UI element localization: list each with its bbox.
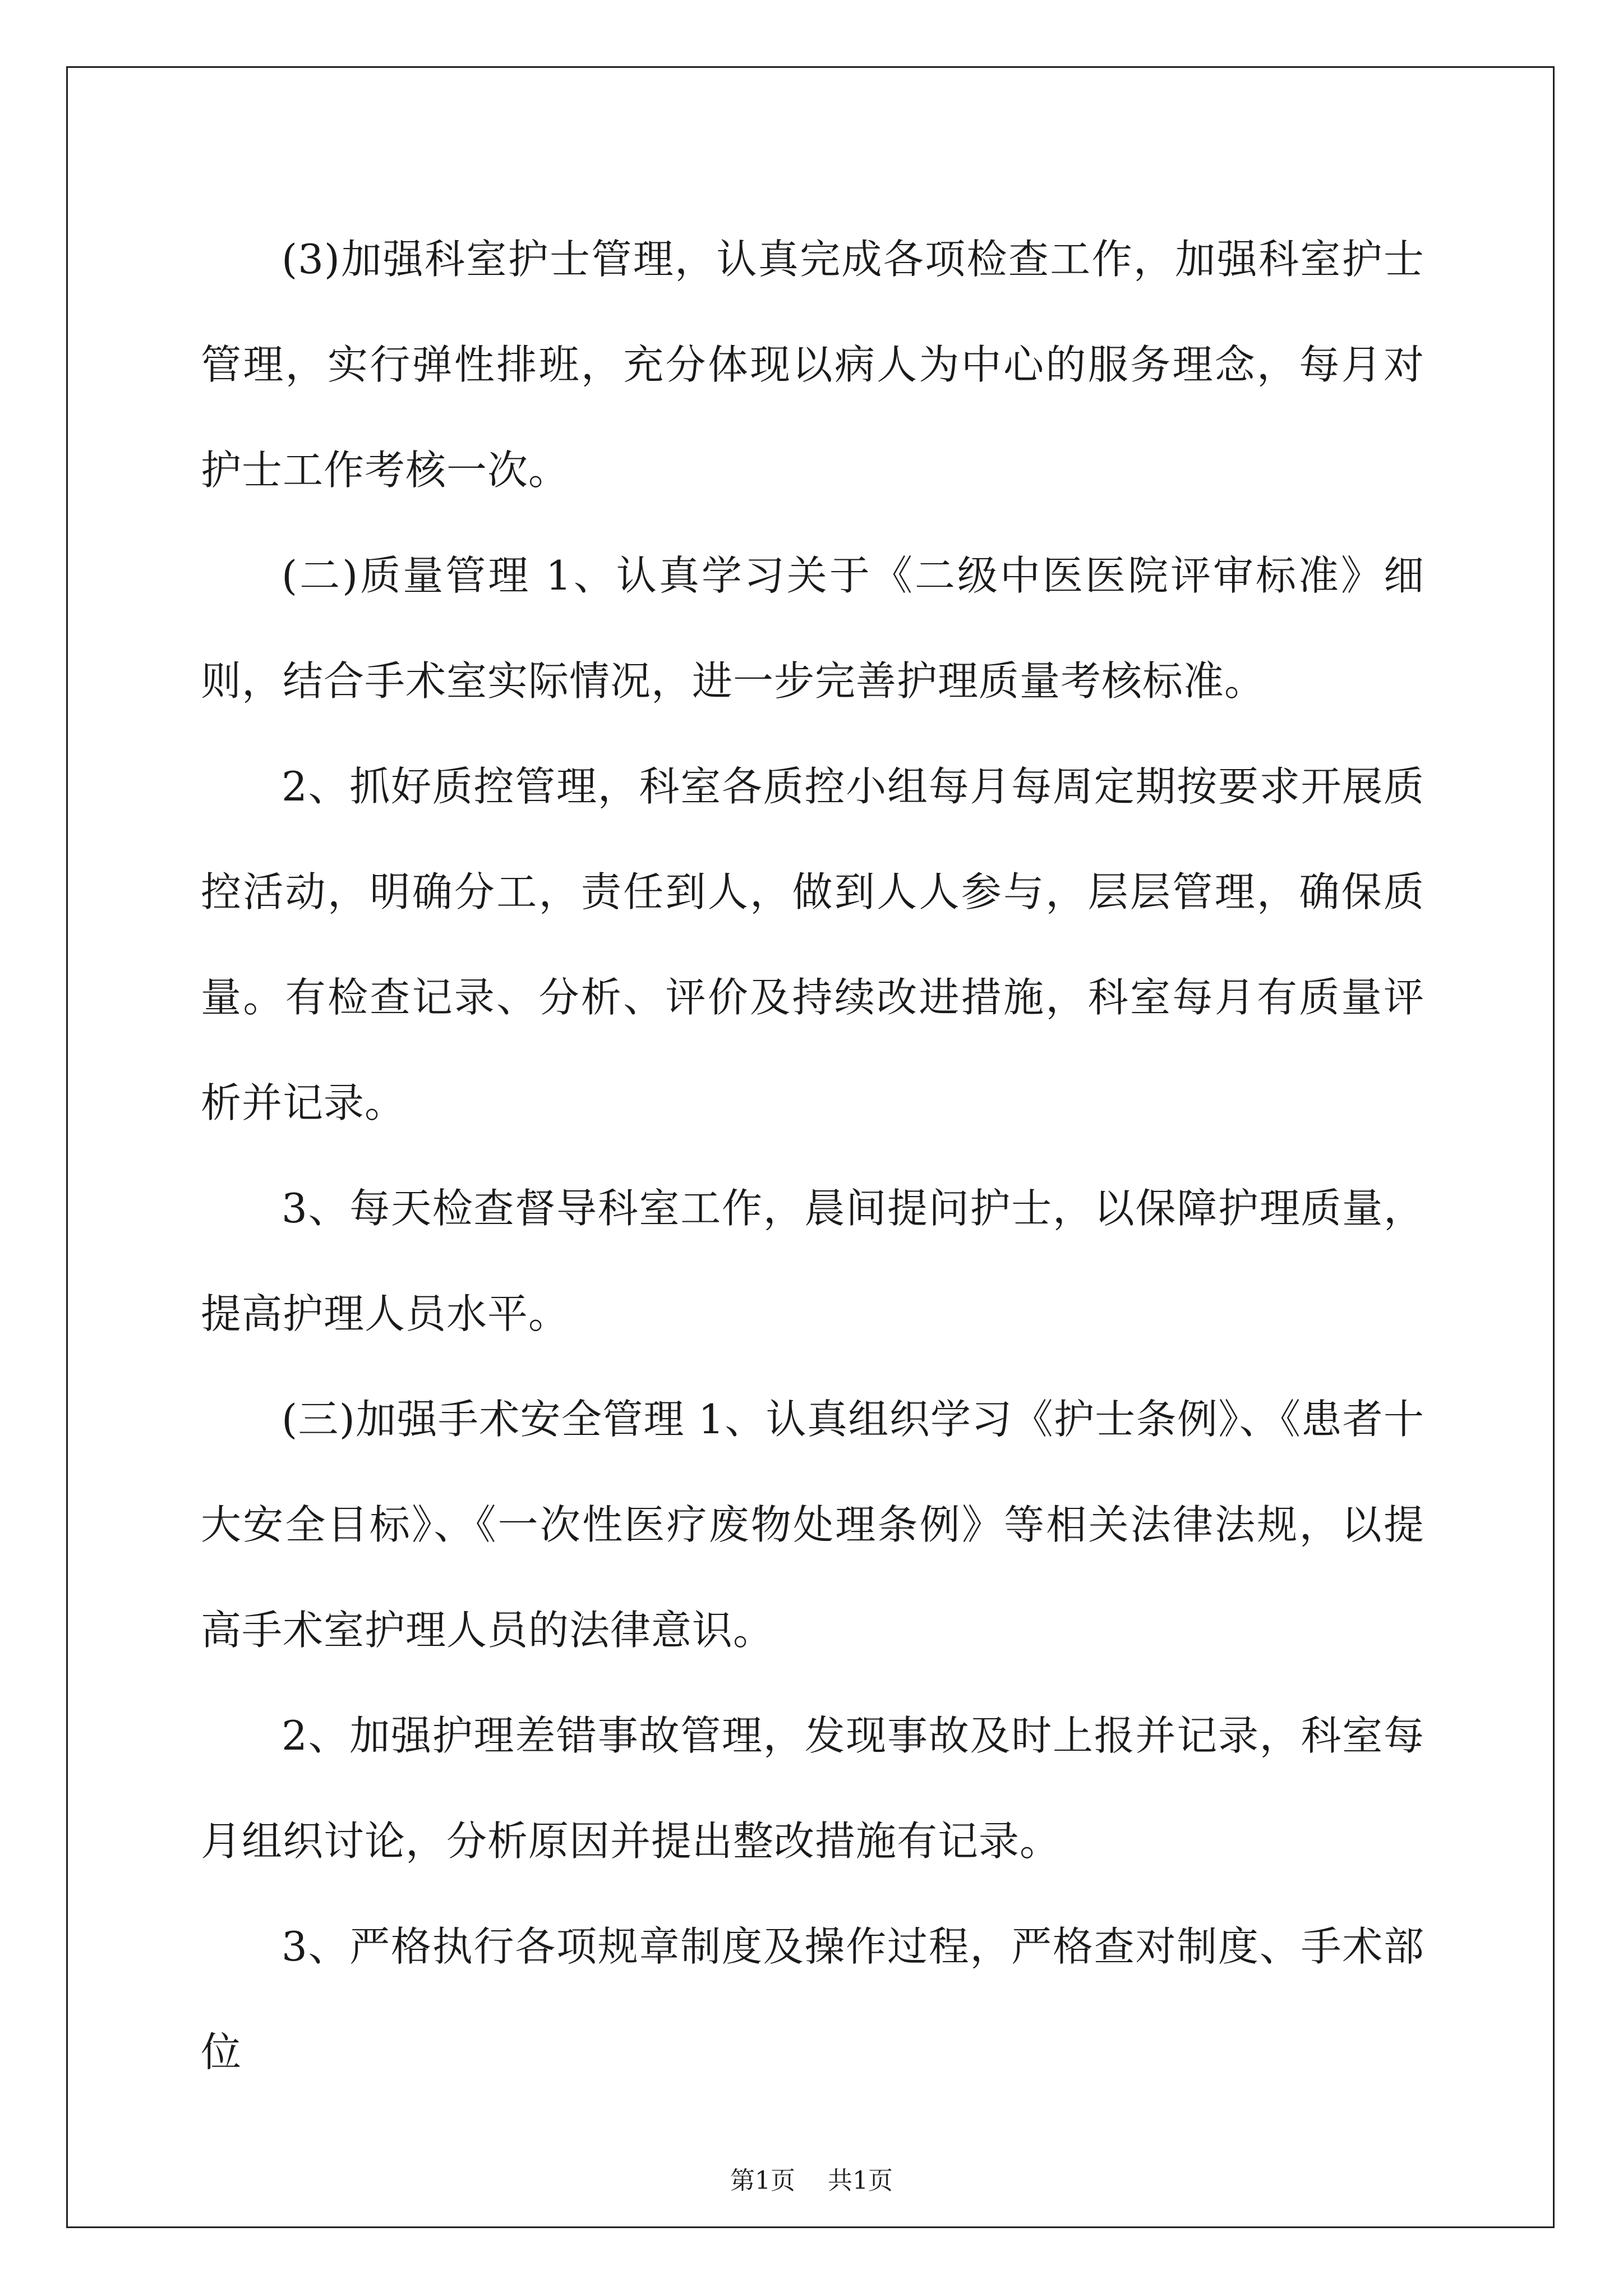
paragraph-5: (三)加强手术安全管理 1、认真组织学习《护士条例》、《患者十大安全目标》、《一次性医疗废物处理条例》等相关法律法规，以提高手术室护理人员的法律意识。 (201, 1396, 1424, 1654)
paragraph-6: 2、加强护理差错事故管理，发现事故及时上报并记录，科室每月组织讨论，分析原因并提出整改措施有记录。 (201, 1712, 1424, 1865)
paragraph-3: 2、抓好质控管理，科室各质控小组每月每周定期按要求开展质控活动，明确分工，责任到人，做到人人参与，层层管理，确保质量。有检查记录、分析、评价及持续改进措施，科室每月有质量评析并记录。 (201, 763, 1424, 1126)
paragraph-7: 3、严格执行各项规章制度及操作过程，严格查对制度、手术部位 (201, 1923, 1424, 2076)
paragraph-4: 3、每天检查督导科室工作，晨间提问护士，以保障护理质量，提高护理人员水平。 (201, 1185, 1424, 1337)
page-footer (0, 2164, 1623, 2198)
paragraph-2: (二)质量管理 1、认真学习关于《二级中医医院评审标准》细则，结合手术室实际情况，进一步完善护理质量考核标准。 (201, 552, 1424, 705)
page-number-current: 第1页 (730, 2166, 795, 2195)
paragraph-1: (3)加强科室护士管理，认真完成各项检查工作，加强科室护士管理，实行弹性排班，充分体现以病人为中心的服务理念，每月对护士工作考核一次。 (201, 236, 1424, 494)
page-number-total: 共1页 (828, 2166, 893, 2195)
document-body (201, 206, 1424, 2105)
